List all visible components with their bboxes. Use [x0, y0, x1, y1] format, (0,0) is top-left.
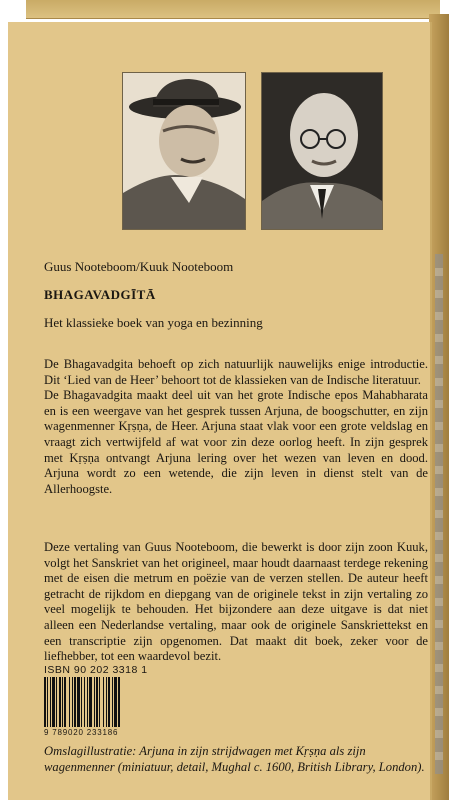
book-spine: [429, 14, 449, 800]
barcode-bar: [112, 677, 113, 727]
barcode-bar: [96, 677, 98, 727]
portrait-photo-left: [122, 72, 246, 230]
spine-strip: [435, 254, 443, 774]
barcode-bar: [47, 677, 48, 727]
book-title: BHAGAVADGĪTĀ: [44, 287, 156, 302]
barcode-bar: [59, 677, 61, 727]
barcode-bar: [62, 677, 63, 727]
barcode-bar: [103, 677, 104, 727]
cover-panel: [8, 22, 432, 800]
portrait-photo-right: [261, 72, 383, 230]
description-paragraph: De Bhagavadgita behoeft op zich natuurlijk nauwelijks enige introductie. Dit ‘Lied van de Heer’ behoort tot de klassieken van de Indische literatuur.: [44, 357, 428, 387]
description-block-2: [44, 540, 428, 665]
barcode-bar: [74, 677, 76, 727]
barcode-bar: [106, 677, 107, 727]
barcode: [44, 677, 144, 727]
description-paragraph: Deze vertaling van Guus Nooteboom, die bewerkt is door zijn zoon Kuuk, volgt het Sanskriet van het origineel, maar houdt daarnaast terdege rekening met de eisen die metrum en poëzie van de verzen stellen. De auteur heeft getracht de rijkdom en diepgang van de originele tekst in zijn vertaling zo veel mogelijk te behouden. Het bijzondere aan deze uitgave is dat niet alleen een Nederlandse vertaling, maar ook de originele Sanskriettekst en een transcriptie zijn opgenomen. Dat maakt dit boek, zeker voor de liefhebber, tot een waardevol bezit.: [44, 540, 428, 664]
book-top-edge: [26, 0, 440, 19]
barcode-bar: [89, 677, 92, 727]
barcode-bar: [114, 677, 117, 727]
portrait-glasses-man-illustration: [262, 73, 382, 229]
book-subtitle: Het klassieke boek van yoga en bezinning: [44, 315, 263, 330]
barcode-bar: [84, 677, 85, 727]
barcode-bar: [69, 677, 70, 727]
barcode-bar: [44, 677, 46, 727]
description-paragraph: De Bhagavadgita maakt deel uit van het grote Indische epos Mahabharata en is een weergave van het gesprek tussen Arjuna, de boogschutter, en zijn wagenmenner Kṛṣṇa, de Heer. Arjuna staat vlak voor een grote veldslag en vraagt zich vertwijfeld af wat voor zin deze oorlog heeft. In zijn gesprek met Kṛṣṇa ontvangt Arjuna lering over het wezen van leven en dood. Arjuna wordt zo een wetende, die zijn leven in dienst stelt van de Allerhoogste.: [44, 388, 428, 496]
author-name: Guus Nooteboom/Kuuk Nooteboom: [44, 259, 234, 274]
isbn-number: ISBN 90 202 3318 1: [44, 664, 148, 676]
barcode-bar: [99, 677, 100, 727]
barcode-bar: [52, 677, 55, 727]
barcode-bar: [50, 677, 51, 727]
description-block-1: [44, 357, 428, 497]
barcode-bar: [118, 677, 120, 727]
barcode-bar: [81, 677, 82, 727]
barcode-bar: [87, 677, 88, 727]
barcode-number: 9 789020 233186: [44, 728, 119, 737]
barcode-bar: [56, 677, 57, 727]
barcode-bar: [72, 677, 73, 727]
barcode-bar: [94, 677, 95, 727]
barcode-bar: [108, 677, 110, 727]
portrait-hat-man-illustration: [123, 73, 245, 229]
barcode-bar: [64, 677, 66, 727]
cover-illustration-caption: Omslagillustratie: Arjuna in zijn strijdwagen met Kṛṣṇa als zijn wagenmenner (miniatuur, detail, Mughal c. 1600, British Library, London).: [44, 744, 425, 774]
barcode-bar: [77, 677, 80, 727]
